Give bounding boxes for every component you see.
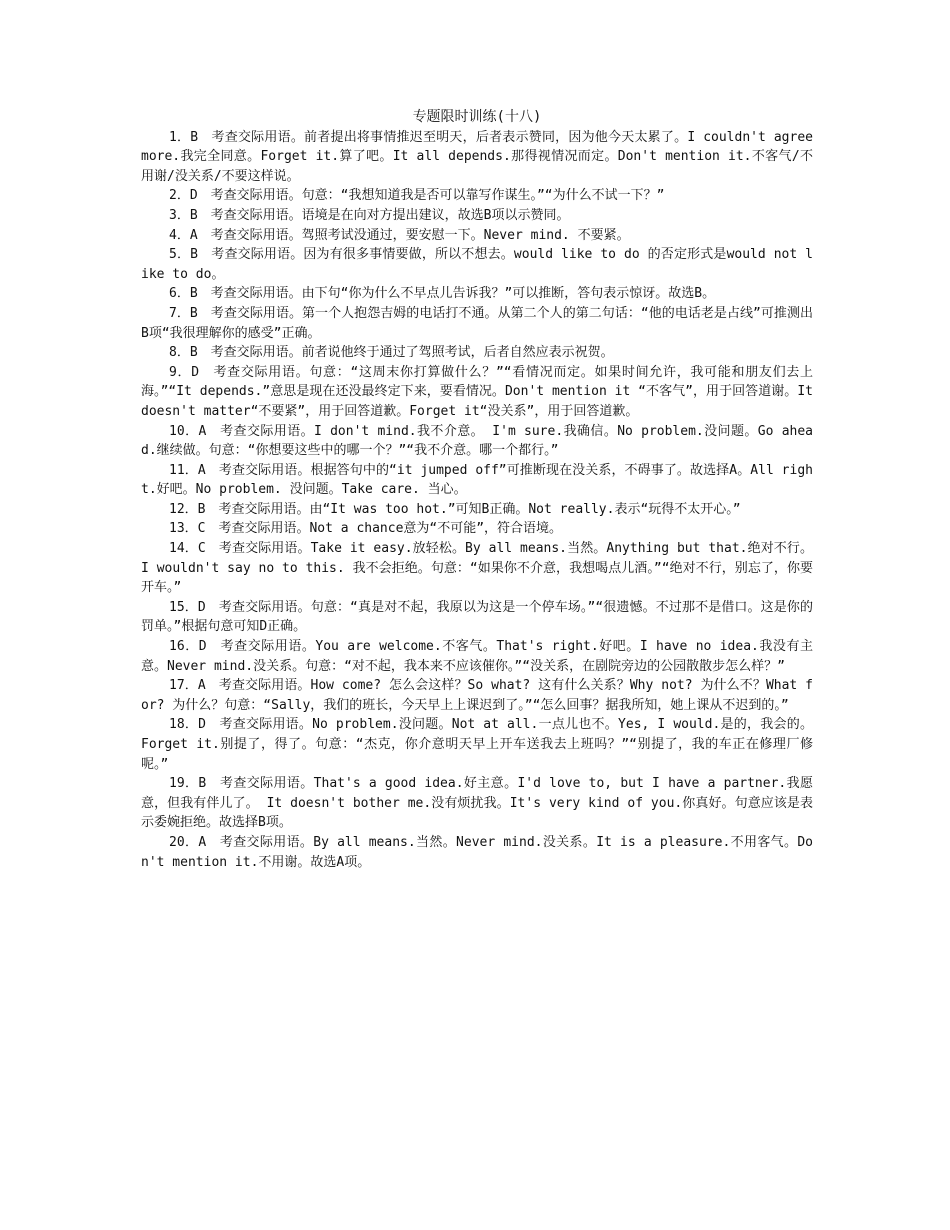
answer-item: 8．B 考查交际用语。前者说他终于通过了驾照考试，后者自然应表示祝贺。 — [169, 345, 614, 361]
answer-item: 13．C 考查交际用语。Not a chance意为“不可能”，符合语境。 — [169, 521, 563, 537]
answer-item: 4．A 考查交际用语。驾照考试没通过，要安慰一下。Never mind. 不要紧。 — [169, 227, 630, 243]
answer-item: 10．A 考查交际用语。I don't mind.我不介意。 I'm sure.我确信。No problem.没问题。Go ahead.继续做。句意：“你想要这些中的哪一个？”“我不介意。哪一个都行。” — [141, 423, 813, 459]
answer-item: 18．D 考查交际用语。No problem.没问题。Not at all.一点儿也不。Yes, I would.是的，我会的。 Forget it.别提了，得了。句意：“杰克，你介意明天早上开车送我去上班吗？”“别提了，我的车正在修理厂修呢。” — [141, 717, 813, 772]
answer-item: 12．B 考查交际用语。由“It was too hot.”可知B正确。Not really.表示“玩得不太开心。” — [169, 501, 741, 517]
answer-item: 5．B 考查交际用语。因为有很多事情要做，所以不想去。would like to do 的否定形式是would not like to do。 — [141, 247, 813, 282]
answer-item: 9．D 考查交际用语。句意：“这周末你打算做什么？”“看情况而定。如果时间允许，我可能和朋友们去上海。”“It depends.”意思是现在还没最终定下来，要看情况。Don't mention it “不客气”，用于回答道谢。It doesn't matter“不要紧”，用于回答道歉。Forget it“没关系”，用于回答道歉。 — [141, 364, 813, 419]
answer-item: 20．A 考查交际用语。By all means.当然。Never mind.没关系。It is a pleasure.不用客气。Don't mention it.不用谢。故选A项。 — [141, 834, 813, 870]
document-page — [141, 108, 813, 872]
answer-item: 7．B 考查交际用语。第一个人抱怨吉姆的电话打不通。从第二个人的第二句话：“他的电话老是占线”可推测出B项“我很理解你的感受”正确。 — [141, 305, 813, 341]
answer-item: 2．D 考查交际用语。句意：“我想知道我是否可以靠写作谋生。”“为什么不试一下？” — [169, 188, 665, 204]
answer-item: 6．B 考查交际用语。由下句“你为什么不早点儿告诉我？”可以推断，答句表示惊讶。故选B。 — [169, 286, 716, 302]
answer-item: 17．A 考查交际用语。How come? 怎么会这样？So what? 这有什么关系？Why not? 为什么不？What for? 为什么？句意：“Sally，我们的班长，今天早上上课迟到了。”“怎么回事？据我所知，她上课从不迟到的。” — [141, 678, 813, 713]
answer-item: 15．D 考查交际用语。句意：“真是对不起，我原以为这是一个停车场。”“很遗憾。不过那不是借口。这是你的罚单。”根据句意可知D正确。 — [141, 599, 813, 635]
answer-item: 1．B 考查交际用语。前者提出将事情推迟至明天，后者表示赞同，因为他今天太累了。I couldn't agree more.我完全同意。Forget it.算了吧。It all depends.那得视情况而定。Don't mention it.不客气/不用谢/没关系/不要这样说。 — [141, 129, 813, 184]
answer-item: 11．A 考查交际用语。根据答句中的“it jumped off”可推断现在没关系，不碍事了。故选择A。All right.好吧。No problem. 没问题。Take care. 当心。 — [141, 462, 813, 498]
answer-list — [141, 128, 813, 873]
answer-item: 14．C 考查交际用语。Take it easy.放轻松。By all means.当然。Anything but that.绝对不行。I wouldn't say no to this. 我不会拒绝。句意：“如果你不介意，我想喝点儿酒。”“绝对不行，别忘了，你要开车。” — [141, 541, 813, 596]
answer-item: 3．B 考查交际用语。语境是在向对方提出建议，故选B项以示赞同。 — [169, 207, 570, 223]
answer-item: 19．B 考查交际用语。That's a good idea.好主意。I'd love to, but I have a partner.我愿意，但我有伴儿了。 It doesn't bother me.没有烦扰我。It's very kind of you.你真好。句意应该是表示委婉拒绝。故选择B项。 — [141, 776, 813, 831]
document-title: 专题限时训练(十八) — [412, 109, 542, 125]
answer-item: 16．D 考查交际用语。You are welcome.不客气。That's right.好吧。I have no idea.我没有主意。Never mind.没关系。句意：“对不起，我本来不应该催你。”“没关系，在剧院旁边的公园散散步怎么样？” — [141, 639, 813, 674]
